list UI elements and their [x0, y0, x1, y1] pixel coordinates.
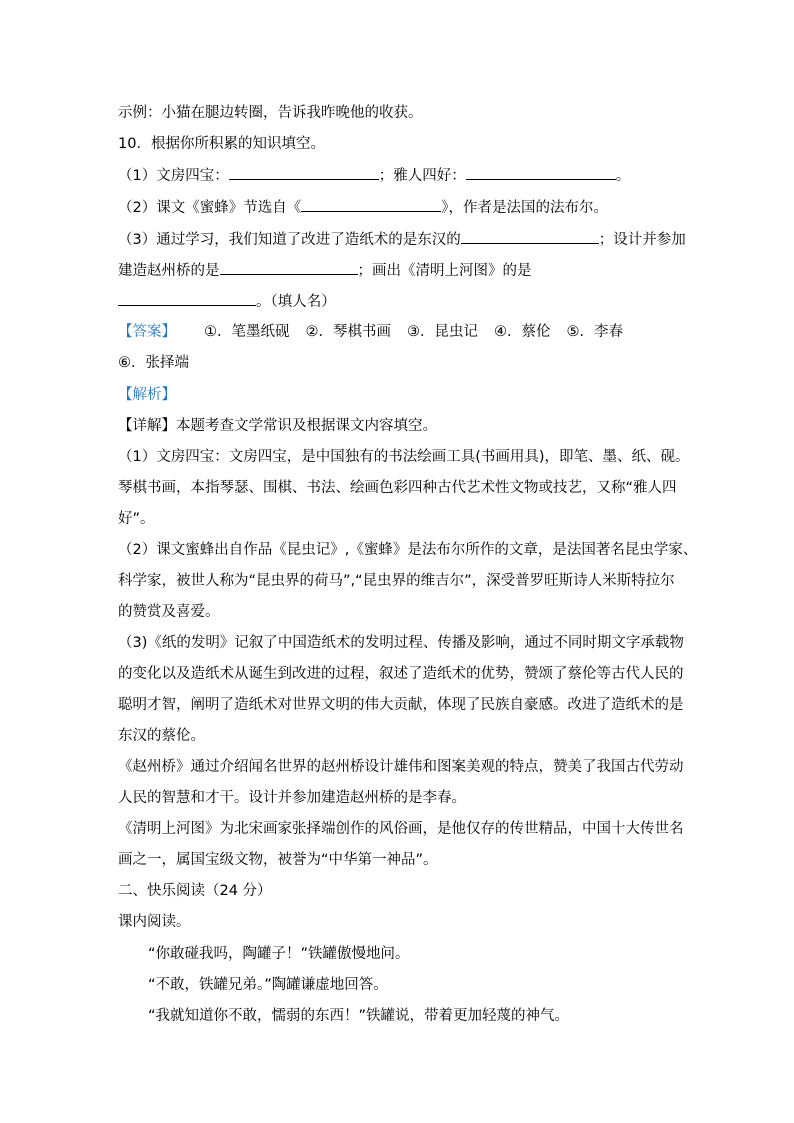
part3-line2-label: 建造赵州桥的是	[118, 263, 220, 279]
detail-p2-line-3: 的赞赏及喜爱。	[118, 604, 220, 620]
reading-dialog-2: “不敢，铁罐兄弟。”陶罐谦虚地回答。	[148, 977, 388, 993]
blank-5[interactable]	[220, 260, 358, 275]
detail-p4-line-2: 人民的智慧和才干。设计并参加建造赵州桥的是李春。	[118, 790, 466, 806]
answer-item-2: ②．琴棋书画	[305, 324, 391, 340]
answer-item-3: ③．昆虫记	[407, 324, 478, 340]
detail-intro: 【详解】本题考查文学常识及根据课文内容填空。	[118, 418, 437, 434]
question-10-part-3-line-3	[118, 291, 688, 312]
blank-3[interactable]	[301, 197, 441, 212]
section-2-subtitle: 课内阅读。	[118, 914, 191, 930]
answer-item-1: ①．笔墨纸砚	[204, 324, 290, 340]
detail-p1-line-3: 好”。	[118, 511, 155, 527]
detail-p3-line-2: 的变化以及造纸术从诞生到改进的过程，叙述了造纸术的优势，赞颂了蔡伦等古代人民的	[118, 666, 684, 682]
question-10-part-3-line-2	[118, 260, 688, 281]
part1-middle: ；雅人四好：	[378, 168, 466, 184]
part3-label: （3）通过学习，我们知道了改进了造纸术的是东汉的	[118, 232, 461, 248]
part1-end: 。	[615, 168, 631, 184]
question-10-part-1	[118, 165, 688, 186]
part3-mid: ；设计并参加	[598, 232, 686, 248]
reading-dialog-3: “我就知道你不敢，懦弱的东西！”铁罐说，带着更加轻蔑的神气。	[148, 1008, 570, 1024]
answer-label: 【答案】	[118, 324, 176, 340]
detail-p1-line-1: （1）文房四宝：文房四宝，是中国独有的书法绘画工具(书画用具)，即笔、墨、纸、砚。	[118, 449, 690, 465]
question-10-part-2	[118, 197, 688, 218]
detail-p3-line-1: （3)《纸的发明》记叙了中国造纸术的发明过程、传播及影响，通过不同时期文字承载物	[118, 635, 684, 651]
part3-line3-end: 。（填人名）	[256, 294, 336, 310]
part2-label: （2）课文《蜜蜂》节选自《	[118, 200, 302, 216]
question-10-part-3-line-1	[118, 229, 688, 250]
answer-line	[118, 322, 688, 342]
blank-4[interactable]	[461, 229, 599, 244]
detail-p2-line-2: 科学家，被世人称为“昆虫界的荷马”,“昆虫界的维吉尔”，深受普罗旺斯诗人米斯特拉尔	[118, 573, 675, 589]
reading-dialog-1: “你敢碰我吗，陶罐子！”铁罐傲慢地问。	[148, 946, 410, 962]
blank-2[interactable]	[466, 165, 616, 180]
detail-p3-line-4: 东汉的蔡伦。	[118, 728, 205, 744]
example-sentence: 示例：小猫在腿边转圈，告诉我昨晚他的收获。	[118, 105, 423, 121]
detail-p1-line-2: 琴棋书画，本指琴瑟、围棋、书法、绘画色彩四种古代艺术性文物或技艺，又称“雅人四	[118, 480, 677, 496]
part3-line2-end: ；画出《清明上河图》的是	[357, 263, 532, 279]
answer-item-6: ⑥．张择端	[118, 355, 189, 371]
blank-1[interactable]	[229, 165, 379, 180]
section-2-title: 二、快乐阅读（24 分）	[118, 883, 272, 899]
detail-p4-line-1: 《赵州桥》通过介绍闻名世界的赵州桥设计雄伟和图案美观的特点，赞美了我国古代劳动	[118, 759, 684, 775]
detail-p5-line-1: 《清明上河图》为北宋画家张择端创作的风俗画，是他仅存的传世精品，中国十大传世名	[118, 821, 684, 837]
detail-p5-line-2: 画之一，属国宝级文物，被誉为“中华第一神品”。	[118, 852, 438, 868]
answer-item-4: ④．蔡伦	[494, 324, 551, 340]
answer-item-5: ⑤．李春	[566, 324, 623, 340]
detail-p3-line-3: 聪明才智，阐明了造纸术对世界文明的伟大贡献，体现了民族自豪感。改进了造纸术的是	[118, 697, 684, 713]
detail-p2-line-1: （2）课文蜜蜂出自作品《昆虫记》,《蜜蜂》是法布尔所作的文章，是法国著名昆虫学家、	[118, 542, 698, 558]
question-10-title: 10．根据你所积累的知识填空。	[118, 136, 325, 152]
analysis-label: 【解析】	[118, 387, 176, 403]
part1-label: （1）文房四宝：	[118, 168, 229, 184]
part2-end: 》，作者是法国的法布尔。	[441, 200, 608, 216]
blank-6[interactable]	[118, 291, 256, 306]
